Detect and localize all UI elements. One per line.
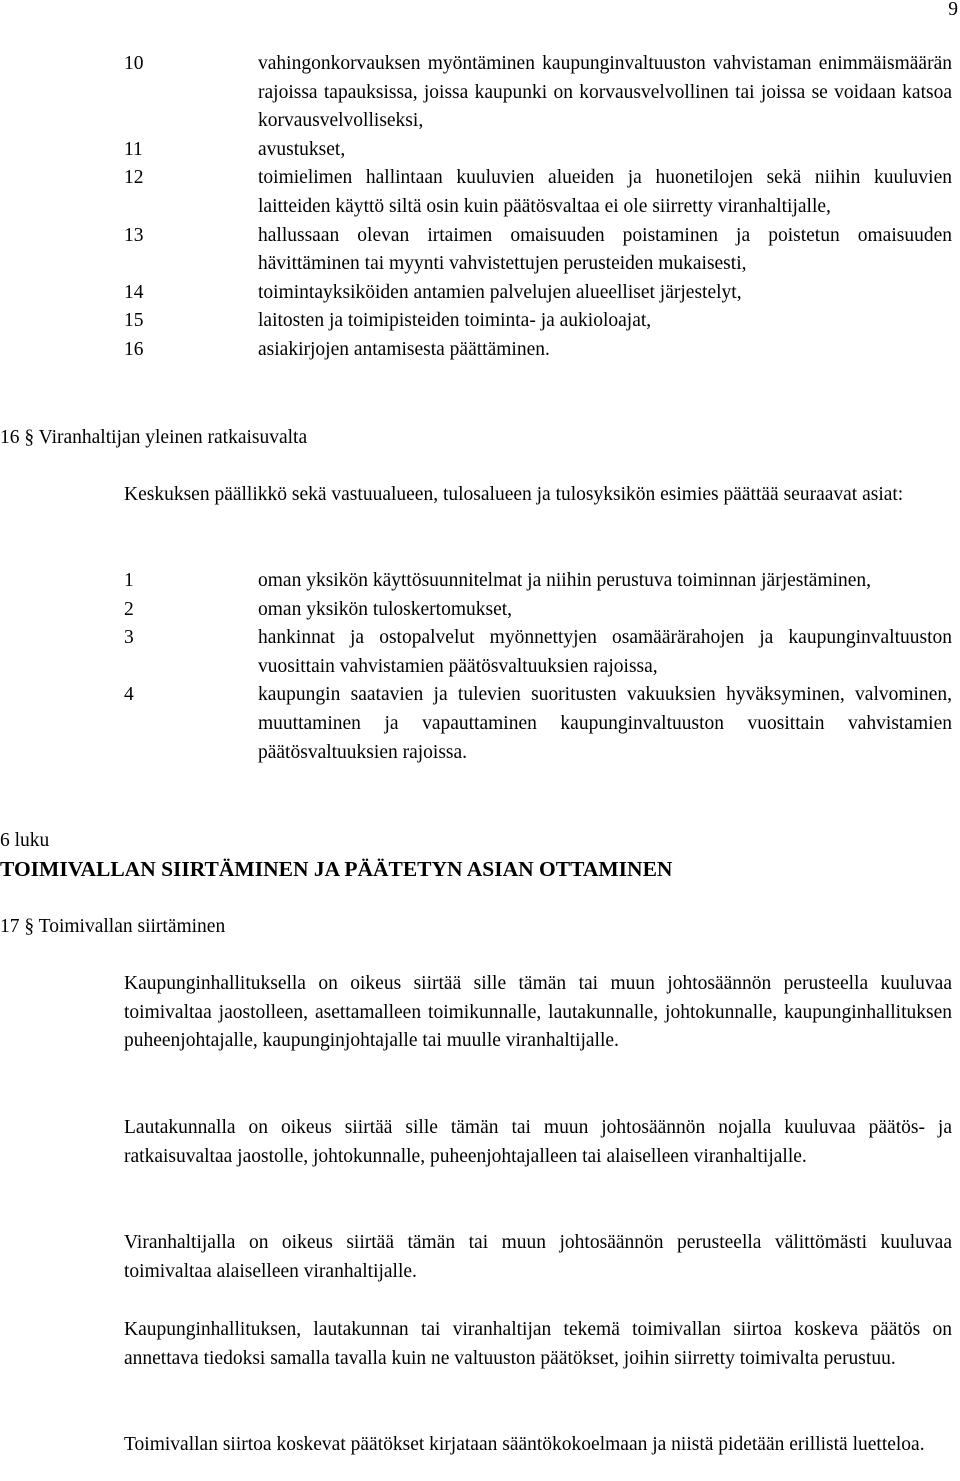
list-item — [124, 307, 952, 336]
list-item — [124, 624, 952, 681]
item-text: vahingonkorvauksen myöntäminen kaupunginvaltuuston vahvistaman enimmäismäärän rajoissa tapauksissa, joissa kaupunki on korvausvelvollinen tai joissa se voidaan katsoa korvausvelvolliseksi, — [258, 53, 952, 132]
section-title: Viranhaltijan yleinen ratkaisuvalta — [38, 427, 308, 448]
list-item — [124, 596, 952, 625]
list-item — [124, 681, 952, 767]
section-16-heading — [0, 424, 307, 452]
item-text: kaupungin saatavien ja tulevien suoritusten vakuuksien hyväksyminen, valvominen, muuttaminen ja vapauttaminen kaupunginvaltuuston vuosittain vahvistamien päätösvaltuuksien rajoissa. — [258, 684, 952, 763]
item-text: oman yksikön tuloskertomukset, — [258, 598, 513, 620]
item-number: 12 — [124, 167, 144, 189]
decision-list-mid — [124, 567, 952, 767]
page-number: 9 — [948, 0, 958, 20]
item-text: toimintayksiköiden antamien palvelujen alueelliset järjestelyt, — [258, 281, 742, 303]
item-number: 11 — [124, 138, 143, 160]
item-number: 14 — [124, 281, 144, 303]
item-text: asiakirjojen antamisesta päättäminen. — [258, 338, 550, 360]
item-number: 1 — [124, 570, 134, 591]
section-sign-icon: § — [24, 916, 35, 937]
list-item — [124, 567, 952, 596]
list-item — [124, 136, 952, 165]
item-text: laitosten ja toimipisteiden toiminta- ja aukioloajat, — [258, 310, 652, 332]
section-17-heading — [0, 913, 225, 941]
list-item — [124, 164, 952, 221]
paragraph: Toimivallan siirtoa koskevat päätökset kirjataan sääntökokoelmaan ja niistä pidetään erillistä luetteloa. — [124, 1434, 925, 1455]
item-number: 3 — [124, 627, 134, 649]
item-number: 4 — [124, 684, 134, 706]
item-text: hallussaan olevan irtaimen omaisuuden poistaminen ja poistetun omaisuuden hävittäminen tai myynti vahvistettujen perusteiden mukaisesti, — [258, 224, 952, 275]
item-number: 13 — [124, 224, 144, 246]
section-sign-icon: § — [24, 427, 35, 448]
section-title: Toimivallan siirtäminen — [38, 916, 226, 937]
item-text: oman yksikön käyttösuunnitelmat ja niihin perustuva toiminnan järjestäminen, — [258, 570, 872, 591]
list-item — [124, 336, 952, 365]
paragraph: Viranhaltijalla on oikeus siirtää tämän tai muun johtosäännön perusteella välittömästi kuuluvaa toimivaltaa alaiselleen viranhaltijalle. — [124, 1232, 952, 1282]
section-number: 16 — [0, 427, 20, 448]
item-number: 15 — [124, 310, 144, 332]
item-number: 2 — [124, 598, 134, 620]
list-item — [124, 50, 952, 136]
item-number: 10 — [124, 53, 144, 74]
item-text: avustukset, — [258, 138, 346, 160]
item-number: 16 — [124, 338, 144, 360]
chapter-title: TOIMIVALLAN SIIRTÄMINEN JA PÄÄTETYN ASIAN OTTAMINEN — [0, 857, 673, 881]
section-number: 17 — [0, 916, 20, 937]
list-item — [124, 279, 952, 308]
list-item — [124, 222, 952, 279]
section-16-intro: Keskuksen päällikkö sekä vastuualueen, tulosalueen ja tulosyksikön esimies päättää seuraavat asiat: — [124, 484, 904, 505]
decision-list-top — [124, 50, 952, 365]
item-text: toimielimen hallintaan kuuluvien alueiden ja huonetilojen sekä niihin kuuluvien laitteiden käyttö siltä osin kuin päätösvaltaa ei ole siirretty viranhaltijalle, — [258, 167, 952, 217]
item-text: hankinnat ja ostopalvelut myönnettyjen osamäärärahojen ja kaupunginvaltuuston vuosittain vahvistamien päätösvaltuuksien rajoissa, — [258, 627, 952, 677]
chapter-label: 6 luku — [0, 830, 50, 851]
paragraph: Kaupunginhallituksen, lautakunnan tai viranhaltijan tekemä toimivallan siirtoa koskeva päätös on annettava tiedoksi samalla tavalla kuin ne valtuuston päätökset, joihin siirretty toimivalta perustuu. — [124, 1319, 952, 1369]
paragraph: Lautakunnalla on oikeus siirtää sille tämän tai muun johtosäännön nojalla kuuluvaa päätös- ja ratkaisuvaltaa jaostolle, johtokunnalle, puheenjohtajalleen tai alaiselleen viranhaltijalle. — [124, 1117, 952, 1167]
paragraph: Kaupunginhallituksella on oikeus siirtää sille tämän tai muun johtosäännön perusteella kuuluvaa toimivaltaa jaostolleen, asettamalleen toimikunnalle, lautakunnalle, johtokunnalle, kaupunginhallituksen puheenjohtajalle, kaupunginjohtajalle tai muulle viranhaltijalle. — [124, 973, 952, 1052]
